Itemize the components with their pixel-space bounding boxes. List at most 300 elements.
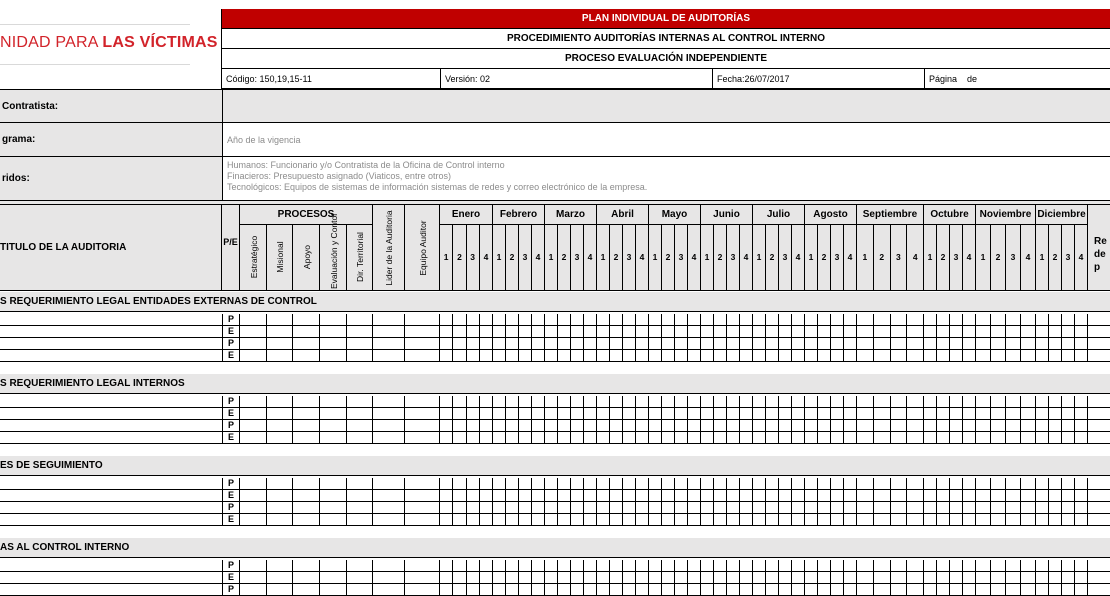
process-cell[interactable] bbox=[240, 490, 267, 501]
week-cell[interactable] bbox=[1006, 514, 1021, 525]
week-cell[interactable] bbox=[907, 478, 924, 489]
week-cell[interactable] bbox=[874, 502, 891, 513]
week-cell[interactable] bbox=[924, 408, 937, 419]
week-cell[interactable] bbox=[545, 432, 558, 443]
week-cell[interactable] bbox=[623, 350, 636, 361]
week-cell[interactable] bbox=[558, 502, 571, 513]
process-cell[interactable] bbox=[240, 514, 267, 525]
week-cell[interactable] bbox=[1036, 560, 1049, 571]
week-cell[interactable] bbox=[991, 408, 1006, 419]
week-cell[interactable] bbox=[714, 560, 727, 571]
week-cell[interactable] bbox=[1036, 420, 1049, 431]
week-cell[interactable] bbox=[727, 396, 740, 407]
week-cell[interactable] bbox=[976, 326, 991, 337]
week-cell[interactable] bbox=[831, 338, 844, 349]
week-cell[interactable] bbox=[636, 478, 649, 489]
week-cell[interactable] bbox=[571, 408, 584, 419]
week-cell[interactable] bbox=[571, 326, 584, 337]
process-cell[interactable] bbox=[240, 326, 267, 337]
leader-cell[interactable] bbox=[373, 420, 405, 431]
week-cell[interactable] bbox=[805, 514, 818, 525]
week-cell[interactable] bbox=[857, 502, 874, 513]
week-cell[interactable] bbox=[874, 584, 891, 595]
week-cell[interactable] bbox=[963, 314, 976, 325]
week-cell[interactable] bbox=[1049, 338, 1062, 349]
process-cell[interactable] bbox=[267, 408, 293, 419]
week-cell[interactable] bbox=[779, 314, 792, 325]
week-cell[interactable] bbox=[937, 396, 950, 407]
process-cell[interactable] bbox=[347, 432, 373, 443]
week-cell[interactable] bbox=[649, 338, 662, 349]
week-cell[interactable] bbox=[1075, 338, 1088, 349]
process-cell[interactable] bbox=[267, 490, 293, 501]
week-cell[interactable] bbox=[675, 326, 688, 337]
week-cell[interactable] bbox=[493, 338, 506, 349]
week-cell[interactable] bbox=[610, 350, 623, 361]
week-cell[interactable] bbox=[440, 396, 453, 407]
week-cell[interactable] bbox=[519, 560, 532, 571]
week-cell[interactable] bbox=[991, 584, 1006, 595]
week-cell[interactable] bbox=[857, 584, 874, 595]
week-cell[interactable] bbox=[571, 338, 584, 349]
week-cell[interactable] bbox=[950, 350, 963, 361]
week-cell[interactable] bbox=[610, 572, 623, 583]
week-cell[interactable] bbox=[740, 432, 753, 443]
week-cell[interactable] bbox=[950, 502, 963, 513]
week-cell[interactable] bbox=[493, 326, 506, 337]
process-cell[interactable] bbox=[267, 572, 293, 583]
week-cell[interactable] bbox=[963, 326, 976, 337]
week-cell[interactable] bbox=[779, 514, 792, 525]
week-cell[interactable] bbox=[924, 326, 937, 337]
week-cell[interactable] bbox=[753, 326, 766, 337]
week-cell[interactable] bbox=[440, 314, 453, 325]
week-cell[interactable] bbox=[907, 514, 924, 525]
week-cell[interactable] bbox=[818, 338, 831, 349]
week-cell[interactable] bbox=[740, 396, 753, 407]
week-cell[interactable] bbox=[584, 514, 597, 525]
week-cell[interactable] bbox=[623, 326, 636, 337]
week-cell[interactable] bbox=[805, 408, 818, 419]
process-cell[interactable] bbox=[293, 432, 320, 443]
week-cell[interactable] bbox=[818, 420, 831, 431]
week-cell[interactable] bbox=[467, 396, 480, 407]
week-cell[interactable] bbox=[558, 420, 571, 431]
week-cell[interactable] bbox=[766, 560, 779, 571]
week-cell[interactable] bbox=[818, 314, 831, 325]
week-cell[interactable] bbox=[506, 572, 519, 583]
week-cell[interactable] bbox=[805, 560, 818, 571]
week-cell[interactable] bbox=[662, 502, 675, 513]
week-cell[interactable] bbox=[740, 502, 753, 513]
week-cell[interactable] bbox=[467, 478, 480, 489]
week-cell[interactable] bbox=[963, 396, 976, 407]
week-cell[interactable] bbox=[649, 478, 662, 489]
week-cell[interactable] bbox=[584, 408, 597, 419]
week-cell[interactable] bbox=[493, 478, 506, 489]
week-cell[interactable] bbox=[753, 490, 766, 501]
week-cell[interactable] bbox=[675, 490, 688, 501]
week-cell[interactable] bbox=[1006, 326, 1021, 337]
week-cell[interactable] bbox=[506, 408, 519, 419]
process-cell[interactable] bbox=[267, 338, 293, 349]
week-cell[interactable] bbox=[519, 478, 532, 489]
week-cell[interactable] bbox=[610, 432, 623, 443]
week-cell[interactable] bbox=[950, 560, 963, 571]
week-cell[interactable] bbox=[1075, 584, 1088, 595]
team-cell[interactable] bbox=[405, 490, 440, 501]
week-cell[interactable] bbox=[701, 350, 714, 361]
week-cell[interactable] bbox=[519, 514, 532, 525]
week-cell[interactable] bbox=[493, 584, 506, 595]
week-cell[interactable] bbox=[1036, 572, 1049, 583]
week-cell[interactable] bbox=[571, 350, 584, 361]
week-cell[interactable] bbox=[805, 314, 818, 325]
week-cell[interactable] bbox=[453, 584, 466, 595]
week-cell[interactable] bbox=[584, 420, 597, 431]
week-cell[interactable] bbox=[779, 478, 792, 489]
week-cell[interactable] bbox=[891, 584, 908, 595]
week-cell[interactable] bbox=[963, 584, 976, 595]
week-cell[interactable] bbox=[991, 478, 1006, 489]
process-cell[interactable] bbox=[320, 420, 347, 431]
week-cell[interactable] bbox=[950, 408, 963, 419]
week-cell[interactable] bbox=[453, 432, 466, 443]
week-cell[interactable] bbox=[1036, 314, 1049, 325]
week-cell[interactable] bbox=[545, 408, 558, 419]
week-cell[interactable] bbox=[467, 502, 480, 513]
week-cell[interactable] bbox=[506, 560, 519, 571]
week-cell[interactable] bbox=[623, 432, 636, 443]
week-cell[interactable] bbox=[874, 432, 891, 443]
week-cell[interactable] bbox=[727, 408, 740, 419]
week-cell[interactable] bbox=[649, 408, 662, 419]
week-cell[interactable] bbox=[740, 490, 753, 501]
week-cell[interactable] bbox=[571, 572, 584, 583]
week-cell[interactable] bbox=[584, 314, 597, 325]
week-cell[interactable] bbox=[831, 408, 844, 419]
week-cell[interactable] bbox=[649, 514, 662, 525]
week-cell[interactable] bbox=[623, 584, 636, 595]
week-cell[interactable] bbox=[753, 584, 766, 595]
week-cell[interactable] bbox=[976, 408, 991, 419]
week-cell[interactable] bbox=[493, 396, 506, 407]
resources-field[interactable] bbox=[222, 157, 1110, 201]
week-cell[interactable] bbox=[740, 584, 753, 595]
week-cell[interactable] bbox=[662, 408, 675, 419]
week-cell[interactable] bbox=[440, 420, 453, 431]
week-cell[interactable] bbox=[907, 326, 924, 337]
week-cell[interactable] bbox=[636, 572, 649, 583]
week-cell[interactable] bbox=[493, 350, 506, 361]
week-cell[interactable] bbox=[545, 584, 558, 595]
week-cell[interactable] bbox=[857, 350, 874, 361]
week-cell[interactable] bbox=[753, 314, 766, 325]
week-cell[interactable] bbox=[584, 572, 597, 583]
week-cell[interactable] bbox=[506, 502, 519, 513]
week-cell[interactable] bbox=[818, 478, 831, 489]
week-cell[interactable] bbox=[453, 396, 466, 407]
week-cell[interactable] bbox=[766, 478, 779, 489]
week-cell[interactable] bbox=[857, 432, 874, 443]
process-cell[interactable] bbox=[347, 572, 373, 583]
week-cell[interactable] bbox=[675, 338, 688, 349]
week-cell[interactable] bbox=[891, 478, 908, 489]
week-cell[interactable] bbox=[924, 478, 937, 489]
week-cell[interactable] bbox=[1075, 408, 1088, 419]
process-cell[interactable] bbox=[347, 338, 373, 349]
week-cell[interactable] bbox=[453, 338, 466, 349]
week-cell[interactable] bbox=[558, 572, 571, 583]
week-cell[interactable] bbox=[545, 326, 558, 337]
process-cell[interactable] bbox=[320, 560, 347, 571]
week-cell[interactable] bbox=[1049, 432, 1062, 443]
week-cell[interactable] bbox=[844, 502, 857, 513]
week-cell[interactable] bbox=[558, 408, 571, 419]
week-cell[interactable] bbox=[950, 478, 963, 489]
process-cell[interactable] bbox=[347, 478, 373, 489]
process-cell[interactable] bbox=[240, 408, 267, 419]
week-cell[interactable] bbox=[831, 584, 844, 595]
week-cell[interactable] bbox=[753, 350, 766, 361]
week-cell[interactable] bbox=[623, 314, 636, 325]
process-cell[interactable] bbox=[293, 572, 320, 583]
week-cell[interactable] bbox=[545, 502, 558, 513]
week-cell[interactable] bbox=[1006, 560, 1021, 571]
week-cell[interactable] bbox=[1021, 314, 1036, 325]
week-cell[interactable] bbox=[818, 350, 831, 361]
week-cell[interactable] bbox=[545, 560, 558, 571]
table-row[interactable] bbox=[0, 560, 1110, 572]
week-cell[interactable] bbox=[480, 314, 493, 325]
week-cell[interactable] bbox=[937, 420, 950, 431]
process-cell[interactable] bbox=[240, 560, 267, 571]
week-cell[interactable] bbox=[792, 572, 805, 583]
process-cell[interactable] bbox=[320, 314, 347, 325]
week-cell[interactable] bbox=[597, 350, 610, 361]
week-cell[interactable] bbox=[480, 514, 493, 525]
table-row[interactable] bbox=[0, 338, 1110, 350]
week-cell[interactable] bbox=[937, 584, 950, 595]
week-cell[interactable] bbox=[558, 326, 571, 337]
week-cell[interactable] bbox=[662, 584, 675, 595]
week-cell[interactable] bbox=[976, 396, 991, 407]
week-cell[interactable] bbox=[519, 408, 532, 419]
week-cell[interactable] bbox=[649, 572, 662, 583]
week-cell[interactable] bbox=[545, 490, 558, 501]
team-cell[interactable] bbox=[405, 514, 440, 525]
team-cell[interactable] bbox=[405, 572, 440, 583]
week-cell[interactable] bbox=[675, 314, 688, 325]
process-cell[interactable] bbox=[293, 584, 320, 595]
week-cell[interactable] bbox=[571, 490, 584, 501]
week-cell[interactable] bbox=[963, 502, 976, 513]
week-cell[interactable] bbox=[831, 432, 844, 443]
week-cell[interactable] bbox=[924, 514, 937, 525]
week-cell[interactable] bbox=[1049, 478, 1062, 489]
process-cell[interactable] bbox=[293, 420, 320, 431]
week-cell[interactable] bbox=[753, 408, 766, 419]
week-cell[interactable] bbox=[506, 338, 519, 349]
week-cell[interactable] bbox=[610, 478, 623, 489]
process-cell[interactable] bbox=[267, 350, 293, 361]
week-cell[interactable] bbox=[610, 326, 623, 337]
week-cell[interactable] bbox=[1062, 560, 1075, 571]
week-cell[interactable] bbox=[545, 338, 558, 349]
week-cell[interactable] bbox=[532, 396, 545, 407]
week-cell[interactable] bbox=[545, 572, 558, 583]
week-cell[interactable] bbox=[440, 338, 453, 349]
week-cell[interactable] bbox=[779, 490, 792, 501]
week-cell[interactable] bbox=[610, 502, 623, 513]
week-cell[interactable] bbox=[545, 478, 558, 489]
week-cell[interactable] bbox=[844, 572, 857, 583]
week-cell[interactable] bbox=[440, 408, 453, 419]
week-cell[interactable] bbox=[1006, 572, 1021, 583]
process-cell[interactable] bbox=[347, 396, 373, 407]
week-cell[interactable] bbox=[597, 490, 610, 501]
week-cell[interactable] bbox=[480, 350, 493, 361]
week-cell[interactable] bbox=[506, 514, 519, 525]
process-cell[interactable] bbox=[240, 420, 267, 431]
week-cell[interactable] bbox=[623, 420, 636, 431]
week-cell[interactable] bbox=[467, 350, 480, 361]
week-cell[interactable] bbox=[874, 420, 891, 431]
week-cell[interactable] bbox=[532, 478, 545, 489]
week-cell[interactable] bbox=[831, 572, 844, 583]
week-cell[interactable] bbox=[891, 396, 908, 407]
week-cell[interactable] bbox=[991, 490, 1006, 501]
week-cell[interactable] bbox=[740, 338, 753, 349]
week-cell[interactable] bbox=[963, 478, 976, 489]
week-cell[interactable] bbox=[636, 584, 649, 595]
week-cell[interactable] bbox=[662, 514, 675, 525]
week-cell[interactable] bbox=[891, 572, 908, 583]
process-cell[interactable] bbox=[320, 338, 347, 349]
week-cell[interactable] bbox=[1006, 490, 1021, 501]
week-cell[interactable] bbox=[453, 490, 466, 501]
week-cell[interactable] bbox=[675, 478, 688, 489]
week-cell[interactable] bbox=[857, 326, 874, 337]
week-cell[interactable] bbox=[857, 408, 874, 419]
week-cell[interactable] bbox=[779, 350, 792, 361]
week-cell[interactable] bbox=[1036, 396, 1049, 407]
week-cell[interactable] bbox=[1062, 326, 1075, 337]
week-cell[interactable] bbox=[558, 396, 571, 407]
week-cell[interactable] bbox=[766, 514, 779, 525]
week-cell[interactable] bbox=[805, 326, 818, 337]
table-row[interactable] bbox=[0, 490, 1110, 502]
week-cell[interactable] bbox=[714, 314, 727, 325]
week-cell[interactable] bbox=[937, 502, 950, 513]
week-cell[interactable] bbox=[1062, 490, 1075, 501]
week-cell[interactable] bbox=[805, 584, 818, 595]
week-cell[interactable] bbox=[662, 338, 675, 349]
week-cell[interactable] bbox=[545, 420, 558, 431]
week-cell[interactable] bbox=[623, 408, 636, 419]
week-cell[interactable] bbox=[844, 314, 857, 325]
week-cell[interactable] bbox=[844, 584, 857, 595]
week-cell[interactable] bbox=[792, 432, 805, 443]
process-cell[interactable] bbox=[267, 326, 293, 337]
week-cell[interactable] bbox=[493, 314, 506, 325]
week-cell[interactable] bbox=[937, 408, 950, 419]
process-cell[interactable] bbox=[267, 514, 293, 525]
week-cell[interactable] bbox=[907, 314, 924, 325]
week-cell[interactable] bbox=[1006, 432, 1021, 443]
process-cell[interactable] bbox=[320, 408, 347, 419]
process-cell[interactable] bbox=[293, 314, 320, 325]
week-cell[interactable] bbox=[519, 350, 532, 361]
week-cell[interactable] bbox=[506, 420, 519, 431]
week-cell[interactable] bbox=[532, 560, 545, 571]
week-cell[interactable] bbox=[792, 478, 805, 489]
process-cell[interactable] bbox=[267, 432, 293, 443]
week-cell[interactable] bbox=[753, 432, 766, 443]
week-cell[interactable] bbox=[571, 584, 584, 595]
week-cell[interactable] bbox=[976, 502, 991, 513]
week-cell[interactable] bbox=[1049, 314, 1062, 325]
week-cell[interactable] bbox=[792, 326, 805, 337]
week-cell[interactable] bbox=[907, 396, 924, 407]
week-cell[interactable] bbox=[1049, 502, 1062, 513]
week-cell[interactable] bbox=[688, 432, 701, 443]
week-cell[interactable] bbox=[493, 490, 506, 501]
week-cell[interactable] bbox=[675, 420, 688, 431]
week-cell[interactable] bbox=[558, 490, 571, 501]
week-cell[interactable] bbox=[844, 326, 857, 337]
week-cell[interactable] bbox=[818, 408, 831, 419]
week-cell[interactable] bbox=[506, 396, 519, 407]
week-cell[interactable] bbox=[766, 314, 779, 325]
week-cell[interactable] bbox=[1075, 560, 1088, 571]
week-cell[interactable] bbox=[991, 326, 1006, 337]
week-cell[interactable] bbox=[844, 408, 857, 419]
contractor-field[interactable] bbox=[222, 89, 1110, 123]
week-cell[interactable] bbox=[779, 420, 792, 431]
team-cell[interactable] bbox=[405, 502, 440, 513]
week-cell[interactable] bbox=[701, 572, 714, 583]
week-cell[interactable] bbox=[792, 396, 805, 407]
week-cell[interactable] bbox=[1006, 396, 1021, 407]
week-cell[interactable] bbox=[779, 408, 792, 419]
week-cell[interactable] bbox=[545, 350, 558, 361]
week-cell[interactable] bbox=[532, 490, 545, 501]
week-cell[interactable] bbox=[558, 478, 571, 489]
week-cell[interactable] bbox=[467, 514, 480, 525]
week-cell[interactable] bbox=[844, 514, 857, 525]
week-cell[interactable] bbox=[467, 338, 480, 349]
week-cell[interactable] bbox=[874, 326, 891, 337]
week-cell[interactable] bbox=[636, 408, 649, 419]
program-field[interactable]: Año de la vigencia bbox=[222, 123, 1110, 157]
week-cell[interactable] bbox=[1021, 572, 1036, 583]
process-cell[interactable] bbox=[293, 490, 320, 501]
week-cell[interactable] bbox=[805, 490, 818, 501]
process-cell[interactable] bbox=[293, 408, 320, 419]
week-cell[interactable] bbox=[1036, 338, 1049, 349]
week-cell[interactable] bbox=[753, 502, 766, 513]
leader-cell[interactable] bbox=[373, 478, 405, 489]
week-cell[interactable] bbox=[480, 408, 493, 419]
week-cell[interactable] bbox=[532, 432, 545, 443]
week-cell[interactable] bbox=[857, 314, 874, 325]
week-cell[interactable] bbox=[991, 432, 1006, 443]
week-cell[interactable] bbox=[874, 338, 891, 349]
week-cell[interactable] bbox=[1049, 572, 1062, 583]
table-row[interactable] bbox=[0, 572, 1110, 584]
week-cell[interactable] bbox=[924, 396, 937, 407]
